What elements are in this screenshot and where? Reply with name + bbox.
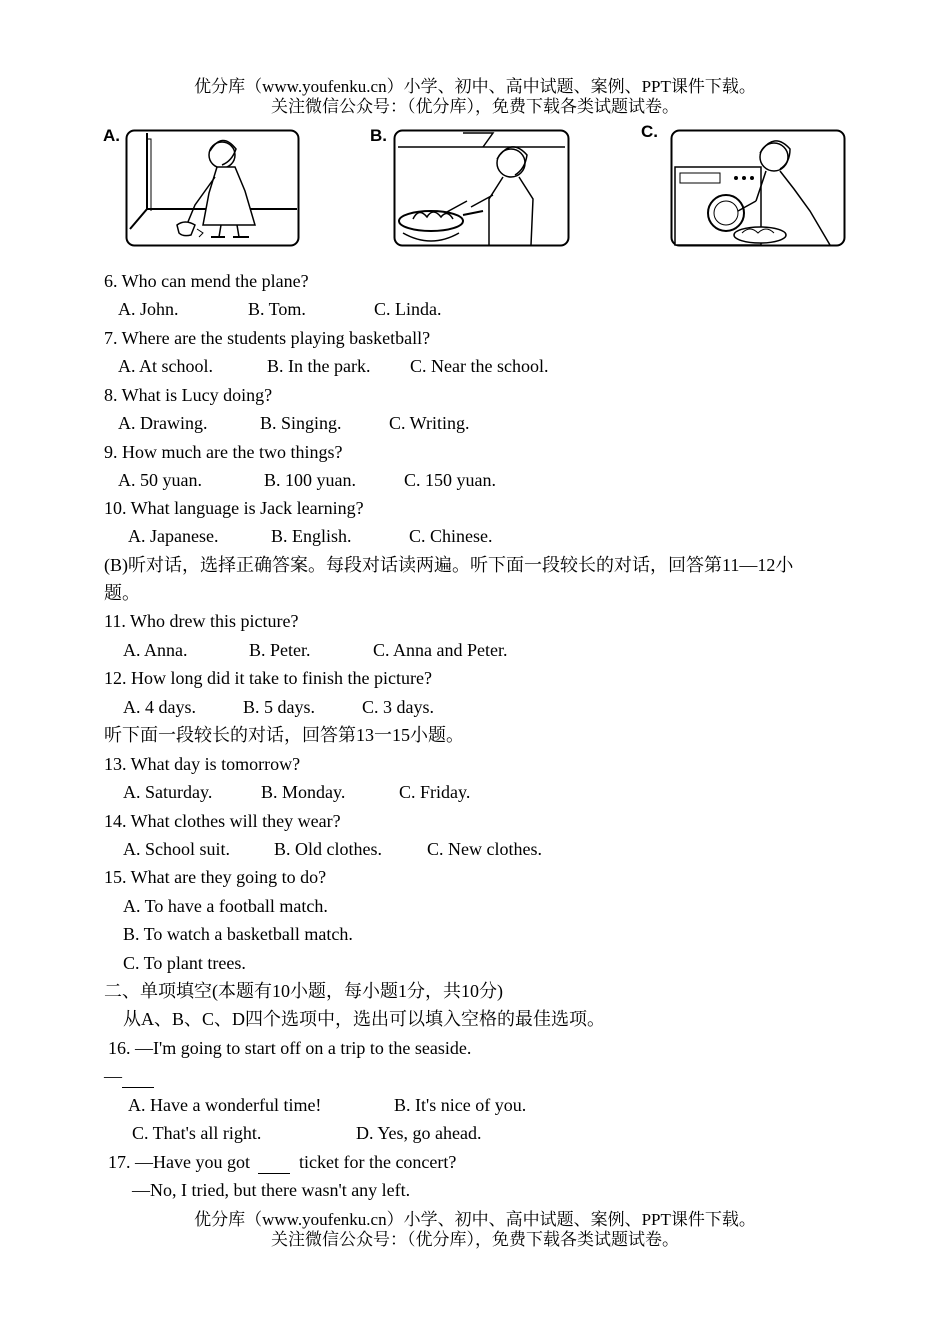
q14-option-a: A. School suit. xyxy=(123,839,231,859)
q16-option-d: D. Yes, go ahead. xyxy=(356,1123,482,1143)
q13-option-a: A. Saturday. xyxy=(123,782,213,802)
q16-answer-blank xyxy=(122,1065,154,1088)
header-line-2: 关注微信公众号：（优分库），免费下载各类试题试卷。 xyxy=(271,97,679,116)
q9-option-a: A. 50 yuan. xyxy=(118,470,202,490)
picture-c-label: C. xyxy=(641,122,658,141)
q9-option-b: B. 100 yuan. xyxy=(264,470,356,490)
q9-option-c: C. 150 yuan. xyxy=(404,470,496,490)
q11-option-b: B. Peter. xyxy=(249,640,311,660)
q10-option-b: B. English. xyxy=(271,526,352,546)
q10-option-a: A. Japanese. xyxy=(128,526,219,546)
q10-option-c: C. Chinese. xyxy=(409,526,493,546)
q6-option-b: B. Tom. xyxy=(248,299,306,319)
section-2-instruction: 从A、B、C、D四个选项中，选出可以填入空格的最佳选项。 xyxy=(123,1009,606,1029)
q16-reply-line xyxy=(104,1065,154,1088)
instruction-13-15: 听下面一段较长的对话，回答第13一15小题。 xyxy=(104,725,464,745)
question-12: 12. How long did it take to finish the picture? xyxy=(104,668,432,688)
question-16: 16. —I'm going to start off on a trip to the seaside. xyxy=(108,1038,472,1058)
q11-option-a: A. Anna. xyxy=(123,640,188,660)
question-17 xyxy=(108,1151,456,1174)
question-9: 9. How much are the two things? xyxy=(104,442,343,462)
picture-a-sweeping-floor xyxy=(125,129,300,247)
q8-option-c: C. Writing. xyxy=(389,413,470,433)
q11-option-c: C. Anna and Peter. xyxy=(373,640,508,660)
q6-option-a: A. John. xyxy=(118,299,179,319)
q17-reply: —No, I tried, but there wasn't any left. xyxy=(132,1180,411,1200)
picture-c-washing-clothes xyxy=(670,129,846,247)
question-15: 15. What are they going to do? xyxy=(104,867,327,887)
q17-text-post: ticket for the concert? xyxy=(294,1152,457,1172)
q15-option-a: A. To have a football match. xyxy=(123,896,328,916)
q16-option-c: C. That's all right. xyxy=(132,1123,262,1143)
q15-option-c: C. To plant trees. xyxy=(123,953,246,973)
question-6: 6. Who can mend the plane? xyxy=(104,271,309,291)
section-b-instruction: (B)听对话，选择正确答案。每段对话读两遍。听下面一段较长的对话，回答第11—12小 xyxy=(104,555,794,575)
q7-option-c: C. Near the school. xyxy=(410,356,549,376)
q6-option-c: C. Linda. xyxy=(374,299,442,319)
question-13: 13. What day is tomorrow? xyxy=(104,754,301,774)
q17-answer-blank xyxy=(258,1151,290,1174)
question-11: 11. Who drew this picture? xyxy=(104,611,299,631)
q13-option-c: C. Friday. xyxy=(399,782,471,802)
q8-option-b: B. Singing. xyxy=(260,413,342,433)
q15-option-b: B. To watch a basketball match. xyxy=(123,924,353,944)
footer-line-1: 优分库（www.youfenku.cn）小学、初中、高中试题、案例、PPT课件下载。 xyxy=(194,1210,756,1229)
q7-option-b: B. In the park. xyxy=(267,356,371,376)
q12-option-b: B. 5 days. xyxy=(243,697,315,717)
header-line-1: 优分库（www.youfenku.cn）小学、初中、高中试题、案例、PPT课件下载。 xyxy=(194,77,756,96)
q16-option-a: A. Have a wonderful time! xyxy=(128,1095,322,1115)
footer-line-2: 关注微信公众号：（优分库），免费下载各类试题试卷。 xyxy=(271,1230,679,1249)
question-8: 8. What is Lucy doing? xyxy=(104,385,273,405)
q16-option-b: B. It's nice of you. xyxy=(394,1095,527,1115)
question-14: 14. What clothes will they wear? xyxy=(104,811,341,831)
q13-option-b: B. Monday. xyxy=(261,782,346,802)
q16-reply-dash: — xyxy=(104,1066,122,1086)
q12-option-a: A. 4 days. xyxy=(123,697,196,717)
picture-b-label: B. xyxy=(370,126,387,145)
q14-option-b: B. Old clothes. xyxy=(274,839,382,859)
q14-option-c: C. New clothes. xyxy=(427,839,542,859)
picture-a-label: A. xyxy=(103,126,120,145)
question-10: 10. What language is Jack learning? xyxy=(104,498,364,518)
q12-option-c: C. 3 days. xyxy=(362,697,434,717)
q17-text-pre: 17. —Have you got xyxy=(108,1152,255,1172)
q7-option-a: A. At school. xyxy=(118,356,214,376)
q8-option-a: A. Drawing. xyxy=(118,413,208,433)
section-2-title: 二、单项填空(本题有10小题，每小题1分，共10分) xyxy=(104,981,503,1001)
picture-b-cooking xyxy=(393,129,570,247)
question-7: 7. Where are the students playing basketball? xyxy=(104,328,431,348)
section-b-instruction-cont: 题。 xyxy=(104,583,140,603)
